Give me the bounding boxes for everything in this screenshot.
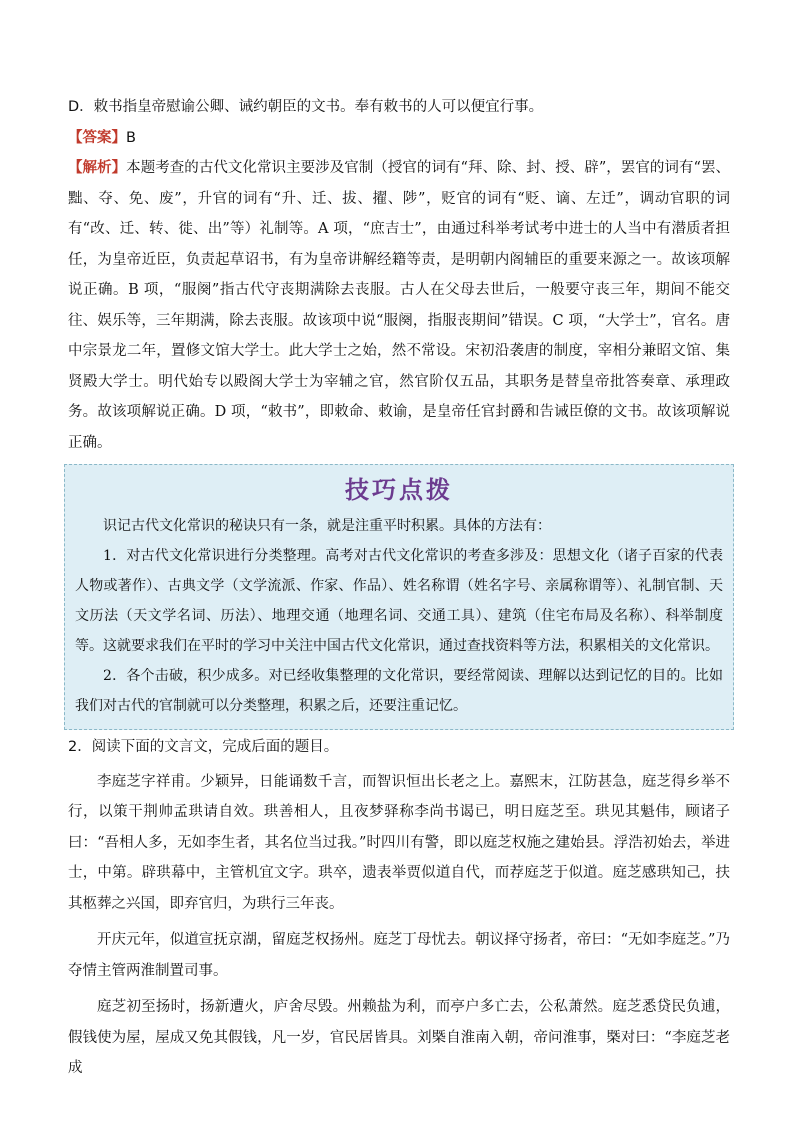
analysis-text: 本题考查的古代文化常识主要涉及官制（授官的词有“拜、除、封、授、辟”，罢官的词有“罢、黜、夺、免、废”，升官的词有“升、迁、拔、擢、陟”，贬官的词有“贬、谪、左迁”，调动官职的词有“改、迁、转、徙、出”等）礼制等。A 项，“庶吉士”，由通过科举考试考中进士的人当中有潜质者担任，为皇帝近臣，负责起草诏书，有为皇帝讲解经籍等责，是明朝内阁辅臣的重要来源之一。故该项解说正确。B 项，“服阕”指古代守丧期满除去丧服。古人在父母去世后，一般要守丧三年，期间不能交往、娱乐等，三年期满，除去丧服。故该项中说“服阕，指服丧期间”错误。C 项，“大学士”，官名。唐中宗景龙二年，置修文馆大学士。此大学士之始，然不常设。宋初沿袭唐的制度，宰相分兼昭文馆、集贤殿大学士。明代始专以殿阁大学士为宰辅之官，然官阶仅五品，其职务是替皇帝批答奏章、承理政务。故该项解说正确。D 项，“敕书”，即敕命、敕谕，是皇帝任官封爵和告诫臣僚的文书。故该项解说正确。 — [68, 160, 730, 451]
passage-paragraph-1: 李庭芝字祥甫。少颖异，日能诵数千言，而智识恒出长老之上。嘉熙末，江防甚急，庭芝得乡举不行，以策干荆帅孟珙请自效。珙善相人，且夜梦驿称李尚书谒已，明日庭芝至。珙见其魁伟，顾诸子曰：“吾相人多，无如李生者，其名位当过我。”时四川有警，即以庭芝权施之建始县。浮浩初始去，举进士，中第。辟珙幕中，主管机宜文字。珙卒，遗表举贾似道自代，而荐庭芝于似道。庭芝感珙知己，扶其柩葬之兴国，即弃官归，为珙行三年丧。 — [68, 773, 730, 912]
tip-intro: 识记古代文化常识的秘诀只有一条，就是注重平时积累。具体的方法有： — [103, 518, 551, 534]
tip-title: 技巧点拨 — [345, 476, 453, 504]
document-content — [68, 92, 730, 1090]
answer-line — [68, 123, 730, 154]
passage-paragraph-2: 开庆元年，似道宣抚京湖，留庭芝权扬州。庭芝丁母忧去。朝议择守扬者，帝曰：“无如李庭芝。”乃夺情主管两淮制置司事。 — [68, 932, 730, 979]
answer-value: B — [126, 129, 136, 146]
tip-point-2: 2．各个击破，积少成多。对已经收集整理的文化常识，要经常阅读、理解以达到记忆的目的。比如我们对古代的官制就可以分类整理，积累之后，还要注重记忆。 — [75, 668, 723, 714]
option-d: D．敕书指皇帝慰谕公卿、诫约朝臣的文书。奉有敕书的人可以便宜行事。 — [68, 99, 544, 115]
answer-label: 【答案】 — [68, 129, 126, 146]
tip-point-1: 1．对古代文化常识进行分类整理。高考对古代文化常识的考查多涉及：思想文化（诸子百家的代表人物或著作）、古典文学（文学流派、作家、作品）、姓名称谓（姓名字号、亲属称谓等）、礼制官制、天文历法（天文学名词、历法）、地理交通（地理名词、交通工具）、建筑（住宅布局及名称）、科举制度等。这就要求我们在平时的学习中关注中国古代文化常识，通过查找资料等方法，积累相关的文化常识。 — [75, 548, 723, 654]
question-2-heading: 2．阅读下面的文言文，完成后面的题目。 — [68, 739, 339, 755]
analysis-label: 【解析】 — [68, 160, 127, 176]
passage-paragraph-3: 庭芝初至扬时，扬新遭火，庐舍尽毁。州赖盐为利，而亭户多亡去，公私萧然。庭芝悉贷民负逋，假钱使为屋，屋成又免其假钱，凡一岁，官民居皆具。刘槩自淮南入朝，帝问淮事，槩对曰：“李庭芝老成 — [68, 999, 730, 1076]
classical-passage — [68, 767, 730, 1084]
tip-box — [64, 464, 734, 730]
analysis-paragraph — [68, 153, 730, 458]
